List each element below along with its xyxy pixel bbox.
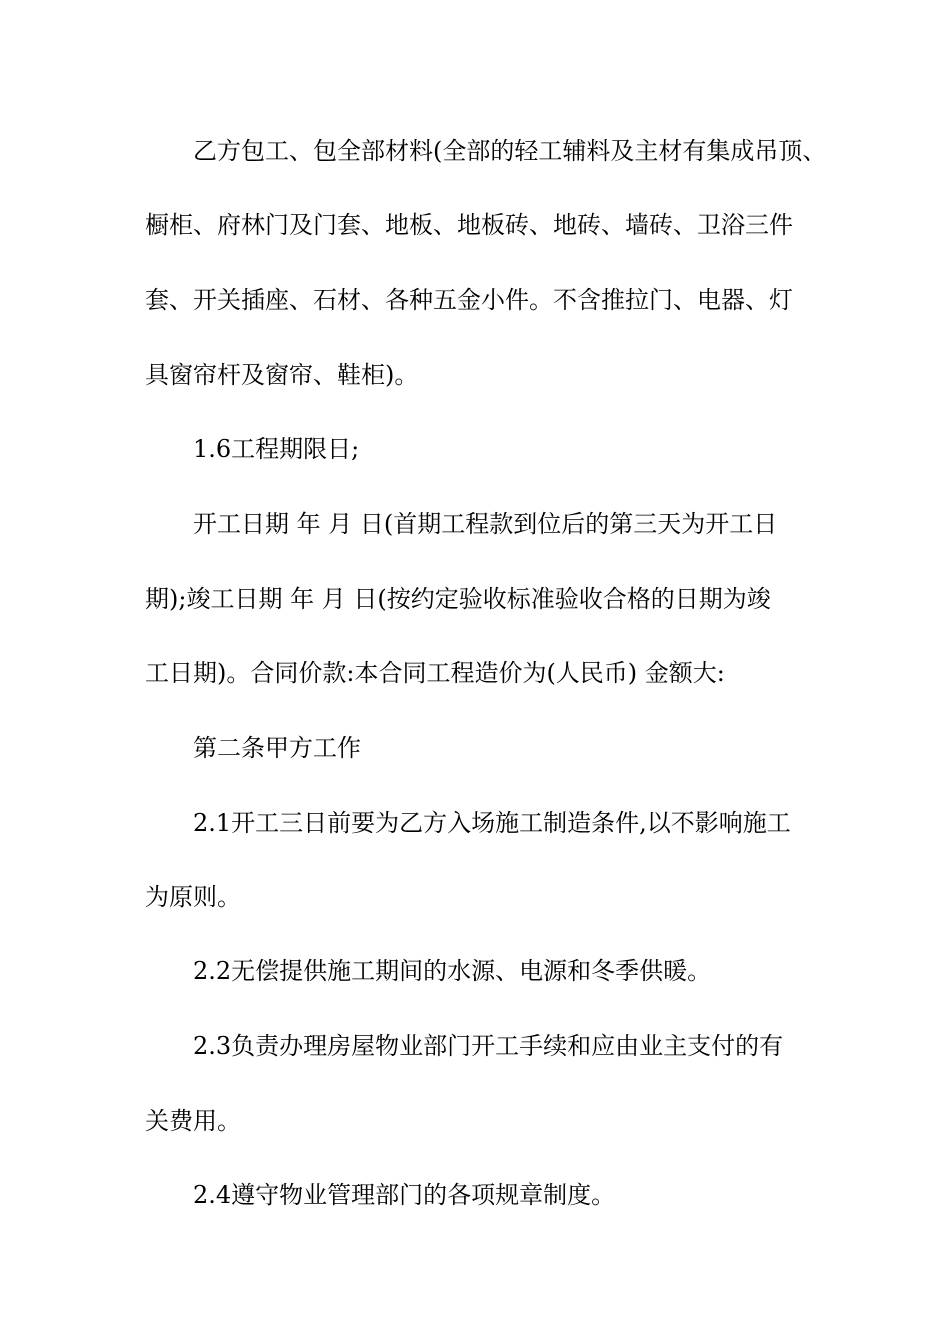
clause-2-3-line-1: 2.3负责办理房屋物业部门开工手续和应由业主支付的有 bbox=[193, 1032, 784, 1060]
paragraph-materials-line-1: 乙方包工、包全部材料(全部的轻工辅料及主材有集成吊顶、 bbox=[193, 137, 827, 165]
paragraph-materials-line-2: 橱柜、府林门及门套、地板、地板砖、地砖、墙砖、卫浴三件 bbox=[145, 211, 793, 239]
clause-2-4: 2.4遵守物业管理部门的各项规章制度。 bbox=[193, 1181, 616, 1209]
clause-2-1-line-1: 2.1开工三日前要为乙方入场施工制造条件,以不影响施工 bbox=[193, 809, 791, 837]
section-1-6-heading: 1.6工程期限日; bbox=[193, 435, 360, 463]
clause-2-1-line-2: 为原则。 bbox=[145, 883, 241, 911]
article-2-heading: 第二条甲方工作 bbox=[193, 734, 361, 762]
paragraph-dates-line-1: 开工日期 年 月 日(首期工程款到位后的第三天为开工日 bbox=[193, 510, 778, 538]
clause-2-2: 2.2无偿提供施工期间的水源、电源和冬季供暖。 bbox=[193, 957, 712, 985]
clause-2-3-line-2: 关费用。 bbox=[145, 1107, 241, 1135]
paragraph-dates-line-3: 工日期)。合同价款:本合同工程造价为(人民币) 金额大: bbox=[145, 659, 725, 687]
paragraph-materials-line-4: 具窗帘杆及窗帘、鞋柜)。 bbox=[145, 361, 419, 389]
paragraph-materials-line-3: 套、开关插座、石材、各种五金小件。不含推拉门、电器、灯 bbox=[145, 286, 793, 314]
paragraph-dates-line-2: 期);竣工日期 年 月 日(按约定验收标准验收合格的日期为竣 bbox=[145, 585, 771, 613]
